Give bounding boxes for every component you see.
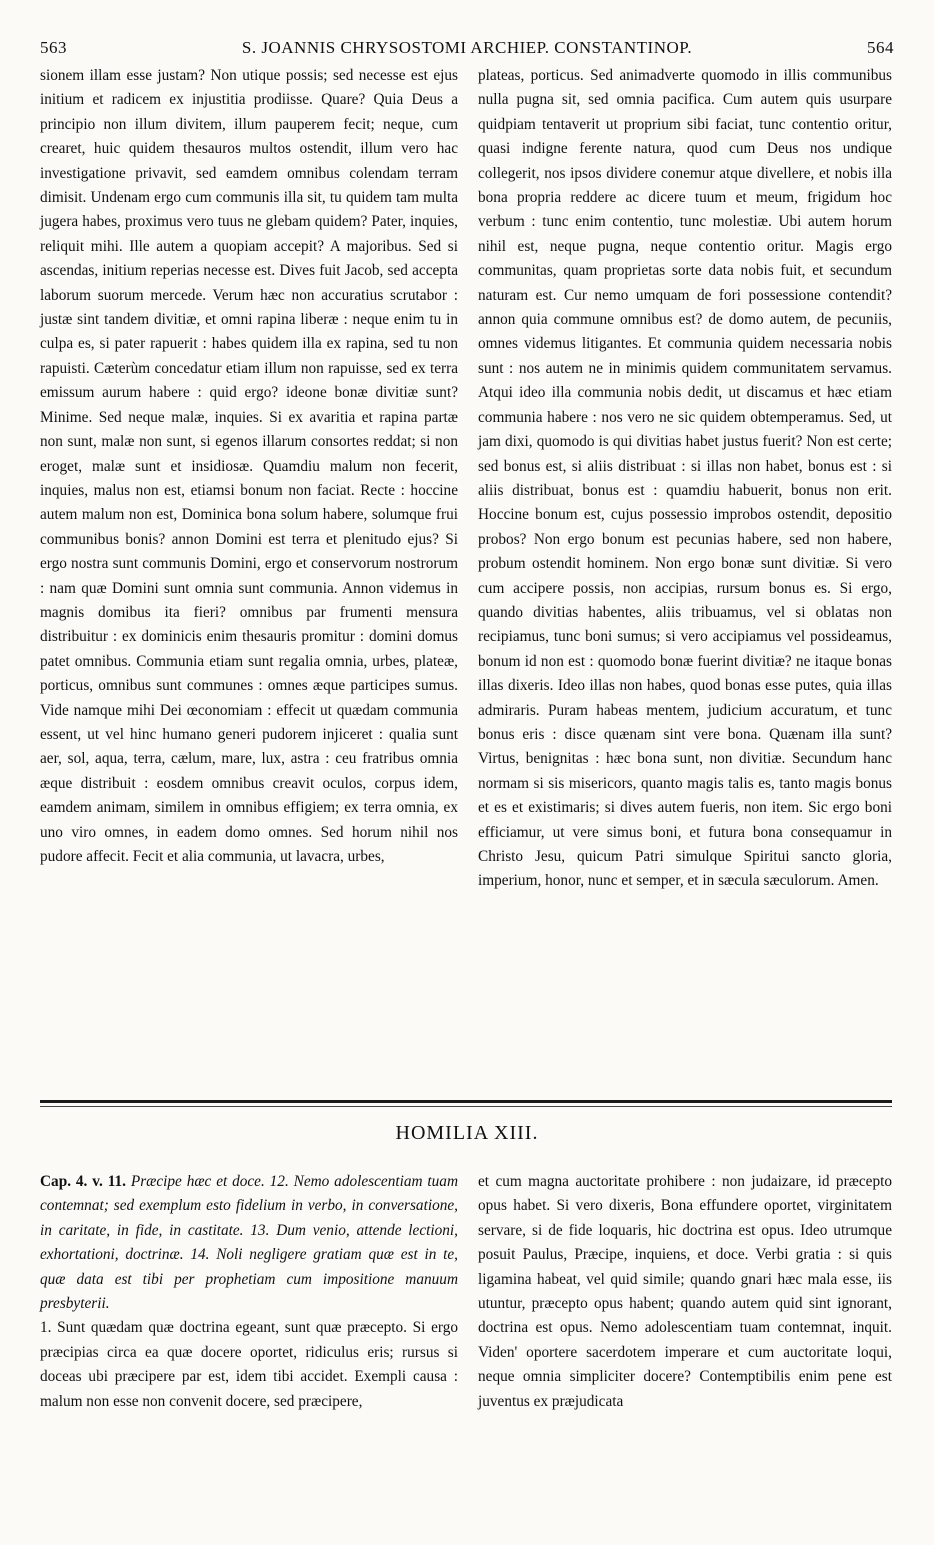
paragraph: sionem illam esse justam? Non utique possis; sed necesse est ejus initium et radicem ex injustitia prodiisse. Quare? Quia Deus a principio non illum divitem, illum pauperem fecit; neque, cum crearet, huic quidem thesauros multos ostendit, illum vero hac investigatione privavit, sed eamdem omnibus colendam terram dimisit. Undenam ergo cum communis illa sit, tu quidem tam multa jugera habes, proximus vero tuus ne glebam quidem? Pater, inquies, reliquit mihi. Ille autem a quopiam accepit? A majoribus. Sed si ascendas, initium reperias necesse est. Dives fuit Jacob, sed accepta laborum suorum mercede. Verum hæc non accuratius scrutabor : justæ sint tandem divitiæ, et omni rapina liberæ : neque enim tu in culpa es, si pater rapuerit : habes quidem illa ex rapina, sed tu non rapuisti. Cæterùm concedatur etiam illum non rapuisse, sed ex terra emissum aurum habere : quid ergo? ideone bonæ divitiæ sunt? Minime. Sed neque malæ, inquies. Si ex avaritia et rapina partæ non sunt, malæ non sunt, si egenos illarum consortes reddat; si non eroget, malæ sunt et insidiosæ. Quamdiu malum non fecerit, inquies, malus non est, etiamsi bonum non faciat. Recte : hoccine autem malum non est, Dominica bona solum habere, solumque frui communibus bonis? annon Domini est terra et plenitudo ejus? Si ergo nostra sunt communis Domini, ergo et conservorum nostrorum : nam quæ Domini sunt omnia sunt communia. Annon videmus in magnis domibus ita fieri? omnibus par frumenti mensura distribuitur : ex dominicis enim thesauris promitur : domini domus patet omnibus. Communia etiam sunt regalia omnia, urbes, plateæ, porticus, omnibus sunt communes : omnes æque participes sumus. Vide namque mihi Dei œconomiam : effecit ut quædam communia essent, ut vel hinc humano generi pudorem injiceret : qualia sunt aer, sol, aqua, terra, cælum, mare, lux, astra : ceu fratribus omnia æque distribuit : eosdem omnibus creavit oculos, corpus idem, eamdem animam, similem in omnibus effigiem; ex terra omnia, ex uno viro omnes, in eadem domo omnes. Sed horum nihil nos pudore affecit. Fecit et alia communia, ut lavacra, urbes, <box>40 67 458 865</box>
text-column-bottom-left <box>40 1170 458 1414</box>
page-number-left: 563 <box>40 38 67 57</box>
text-column-bottom-right <box>478 1170 892 1414</box>
page-header <box>40 38 894 64</box>
running-title: S. JOANNIS CHRYSOSTOMI ARCHIEP. CONSTANTINOP. <box>241 38 693 57</box>
lemma-text: Præcipe hæc et doce. 12. Nemo adolescentiam tuam contemnat; sed exemplum esto fidelium in verbo, in conversatione, in caritate, in fide, in castitate. 13. Dum venio, attende lectioni, exhortationi, doctrinæ. 14. Noli negligere gratiam quæ est in te, quæ data est tibi per prophetiam cum impositione manuum presbyterii. <box>40 1173 458 1313</box>
page-number-right: 564 <box>867 38 894 57</box>
scripture-lemma <box>40 1170 458 1316</box>
section-divider-thin <box>40 1106 892 1107</box>
text-column-top-left <box>40 64 458 869</box>
paragraph: plateas, porticus. Sed animadverte quomodo in illis communibus nulla pugna sit, sed omnia pacifica. Cum autem quis usurpare quidpiam tentaverit ut proprium sibi faciat, tunc contentio oritur, quasi indigne ferente natura, quod cum Deus nos undique collegerit, nos ipsos dividere conemur atque divellere, et nobis illa bona propria reddere ac dicere tuum et meum, frigidum hoc verbum : tunc enim contentio, tunc molestiæ. Ubi autem horum nihil est, neque pugna, neque contentio oritur. Magis ergo communitas, quam proprietas sorte data nobis fuit, et secundum naturam est. Cur nemo umquam de fori possessione contendit? annon quia commune omnibus est? de domo autem, de pecuniis, omnes videmus litigantes. Et communia quidem necessaria nobis sunt : nos autem ne in minimis quidem communitatem servamus. Atqui ideo illa communia nobis dedit, ut discamus et hæc etiam communia habere : nos vero ne sic quidem obtemperamus. Sed, ut jam dixi, quomodo is qui divitias habet justus fuerit? Non est certe; sed bonus est, si aliis distribuat : si illas non habet, bonus est : si aliis distribuat, bonus est : quamdiu habuerit, bonus non erit. Hoccine bonum est, cujus possessio improbos ostendit, depositio probos? Non ergo bonum est pecunias habere, sed non habere, probum ostendit hominem. Non ergo bonæ sunt divitiæ. Si vero cum accipere possis, non accipias, rursum bonus es. Si ergo, quando divitias habentes, aliis tribuamus, vel si oblatas non recipiamus, tunc boni sumus; si vero accipiamus vel possideamus, bonum id non est : quomodo bonæ fuerint divitiæ? ne itaque bonas illas dixeris. Ideo illas non habes, quod bonas esse putes, quia illas admiraris. Puram habeas mentem, judicium accuratum, et tunc bonus eris : disce quænam sint vere bona. Quænam illa sunt? Virtus, benignitas : hæc bona sunt, non divitiæ. Secundum hanc normam si sis misericors, quanto magis talis es, tanto magis bonus et es et existimaris; si dives autem fueris, non item. Sic ergo boni efficiamur, ut vere simus boni, et futura bona consequamur in Christo Jesu, quicum Patri simulque Spiritui sancto gloria, imperium, honor, nunc et semper, et in sæcula sæculorum. Amen. <box>478 67 892 890</box>
chapter-verse-label: Cap. 4. v. 11. <box>40 1173 126 1190</box>
homily-title: HOMILIA XIII. <box>395 1122 539 1144</box>
section-divider <box>40 1100 892 1103</box>
paragraph: 1. Sunt quædam quæ doctrina egeant, sunt quæ præcepto. Si ergo præcipias circa ea quæ docere oportet, ridiculus eris; rursus si doceas ubi præcipere par est, idem tibi accidet. Exempli causa : malum non esse non convenit docere, sed præcipere, <box>40 1319 458 1410</box>
text-column-top-right <box>478 64 892 894</box>
paragraph: et cum magna auctoritate prohibere : non judaizare, id præcepto opus habet. Si vero dixeris, Bona effundere oportet, virginitatem servare, si de fide loquaris, hic doctrina est opus. Ideo utrumque posuit Paulus, Præcipe, inquiens, et doce. Verbi gratia : si quis ligamina habeat, vel quid simile; quando gnari hæc mala esse, iis utuntur, præcepto opus habent; quando autem quid sint ignorant, doctrina est opus. Nemo adolescentiam tuam contemnat, inquit. Viden' oportere sacerdotem imperare et cum auctoritate loqui, neque omnia simpliciter docere? Contemptibilis enim pene est juventus ex præjudicata <box>478 1173 892 1410</box>
